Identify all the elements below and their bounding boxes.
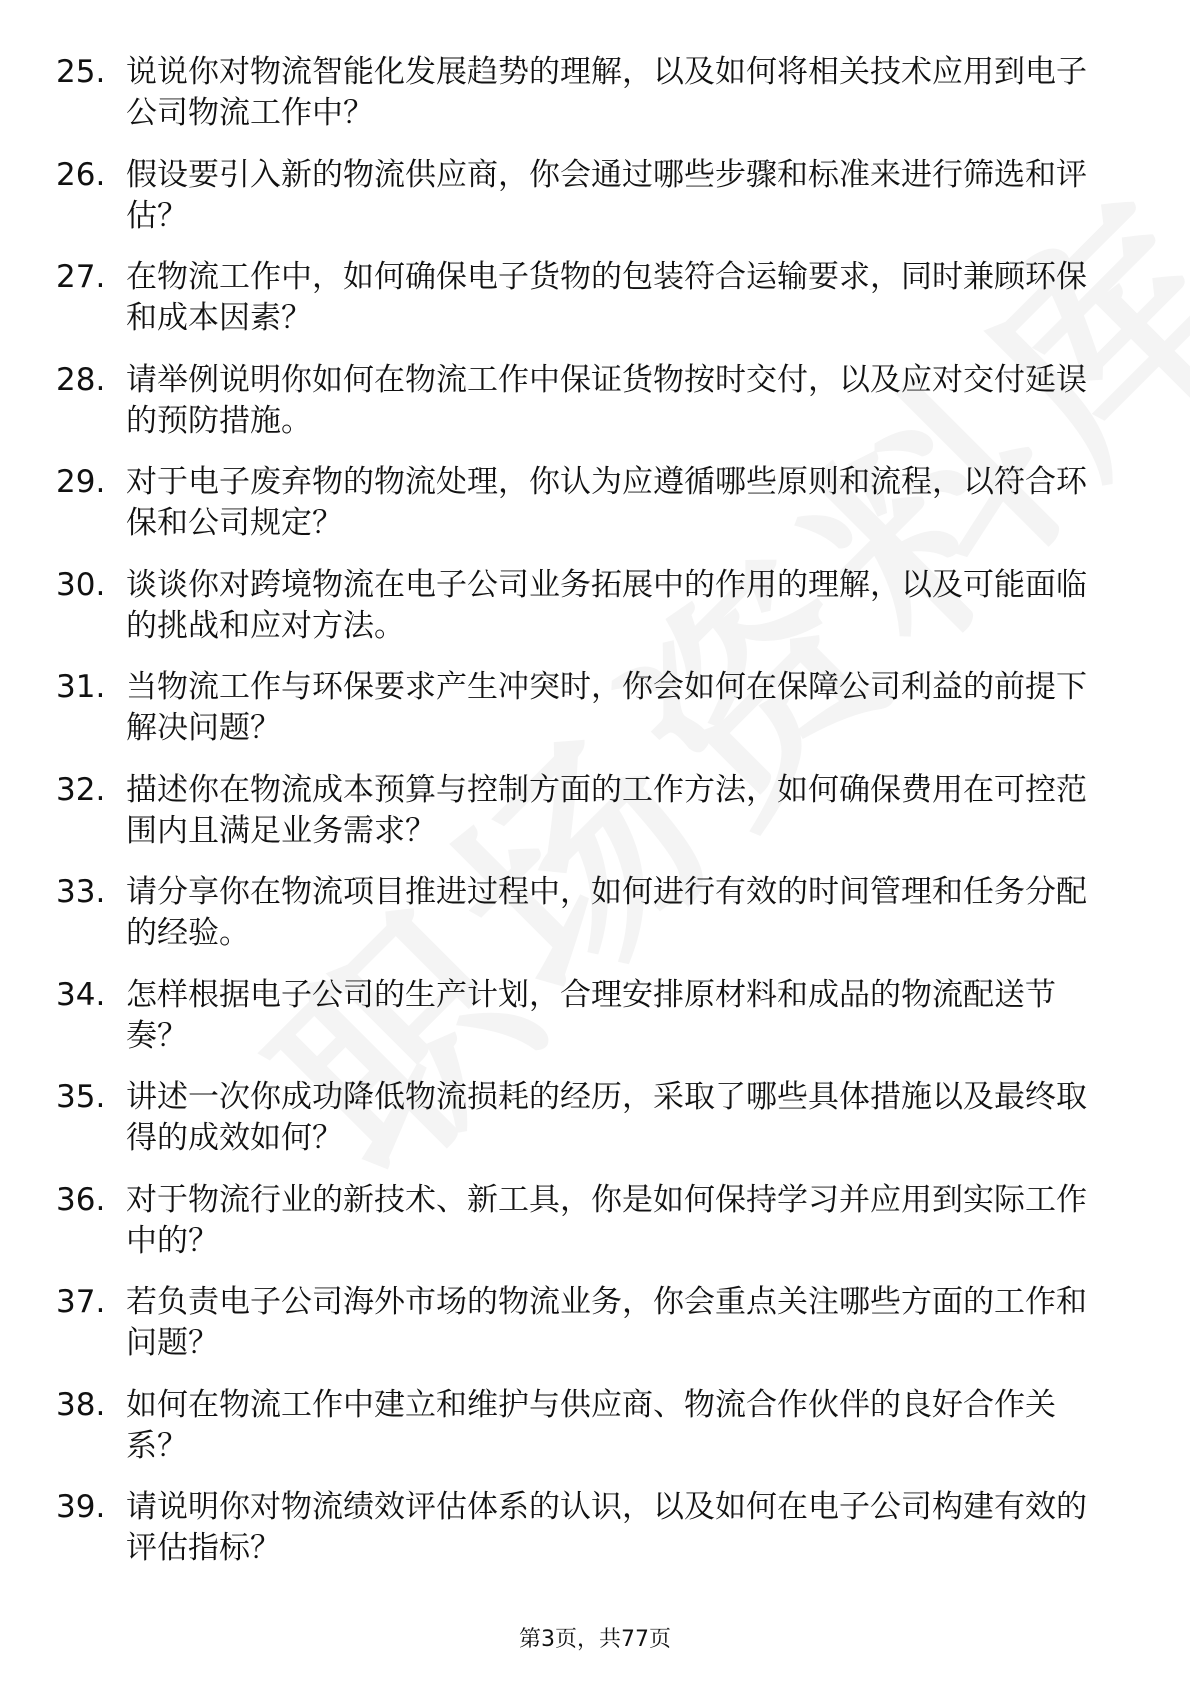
- question-item: [56, 257, 1116, 360]
- question-text: 怎样根据电子公司的生产计划，合理安排原材料和成品的物流配送节奏？: [126, 976, 1056, 1054]
- question-item: [56, 1077, 1116, 1180]
- question-text: 请说明你对物流绩效评估体系的认识，以及如何在电子公司构建有效的评估指标？: [126, 1489, 1087, 1566]
- question-item: [56, 1180, 1116, 1283]
- question-text: 讲述一次你成功降低物流损耗的经历，采取了哪些具体措施以及最终取得的成效如何？: [126, 1079, 1087, 1156]
- question-item: [56, 872, 1116, 975]
- question-number: 27.: [56, 259, 106, 295]
- question-number: 38.: [56, 1386, 106, 1423]
- question-number: 28.: [56, 361, 106, 398]
- page-number: 第3页，共77页: [519, 1627, 671, 1652]
- question-number: 26.: [56, 156, 106, 193]
- question-text: 对于物流行业的新技术、新工具，你是如何保持学习并应用到实际工作中的？: [126, 1181, 1087, 1259]
- question-list: [56, 52, 1116, 1590]
- question-text: 当物流工作与环保要求产生冲突时，你会如何在保障公司利益的前提下解决问题？: [126, 669, 1087, 746]
- question-number: 25.: [56, 54, 106, 90]
- question-item: [56, 1385, 1116, 1488]
- question-number: 32.: [56, 771, 106, 808]
- question-text: 说说你对物流智能化发展趋势的理解，以及如何将相关技术应用到电子公司物流工作中？: [126, 54, 1087, 131]
- question-number: 30.: [56, 566, 106, 603]
- question-number: 39.: [56, 1489, 106, 1525]
- question-number: 36.: [56, 1181, 106, 1218]
- question-text: 描述你在物流成本预算与控制方面的工作方法，如何确保费用在可控范围内且满足业务需求？: [126, 771, 1087, 849]
- question-number: 33.: [56, 874, 106, 910]
- question-text: 请举例说明你如何在物流工作中保证货物按时交付，以及应对交付延误的预防措施。: [126, 361, 1087, 439]
- question-number: 31.: [56, 669, 106, 705]
- question-item: [56, 975, 1116, 1078]
- question-item: [56, 155, 1116, 258]
- question-item: [56, 770, 1116, 873]
- question-item: [56, 462, 1116, 565]
- question-number: 37.: [56, 1284, 106, 1320]
- question-item: [56, 667, 1116, 770]
- question-number: 35.: [56, 1079, 106, 1115]
- question-text: 若负责电子公司海外市场的物流业务，你会重点关注哪些方面的工作和问题？: [126, 1284, 1087, 1361]
- question-number: 34.: [56, 976, 106, 1013]
- question-item: [56, 565, 1116, 668]
- question-number: 29.: [56, 464, 106, 500]
- question-text: 如何在物流工作中建立和维护与供应商、物流合作伙伴的良好合作关系？: [126, 1386, 1056, 1464]
- question-text: 谈谈你对跨境物流在电子公司业务拓展中的作用的理解，以及可能面临的挑战和应对方法。: [126, 566, 1087, 644]
- question-item: [56, 1282, 1116, 1385]
- question-text: 在物流工作中，如何确保电子货物的包装符合运输要求，同时兼顾环保和成本因素？: [126, 259, 1087, 336]
- question-item: [56, 52, 1116, 155]
- question-item: [56, 360, 1116, 463]
- question-item: [56, 1487, 1116, 1590]
- question-text: 对于电子废弃物的物流处理，你认为应遵循哪些原则和流程，以符合环保和公司规定？: [126, 464, 1087, 541]
- question-text: 假设要引入新的物流供应商，你会通过哪些步骤和标准来进行筛选和评估？: [126, 156, 1087, 234]
- question-text: 请分享你在物流项目推进过程中，如何进行有效的时间管理和任务分配的经验。: [126, 874, 1087, 951]
